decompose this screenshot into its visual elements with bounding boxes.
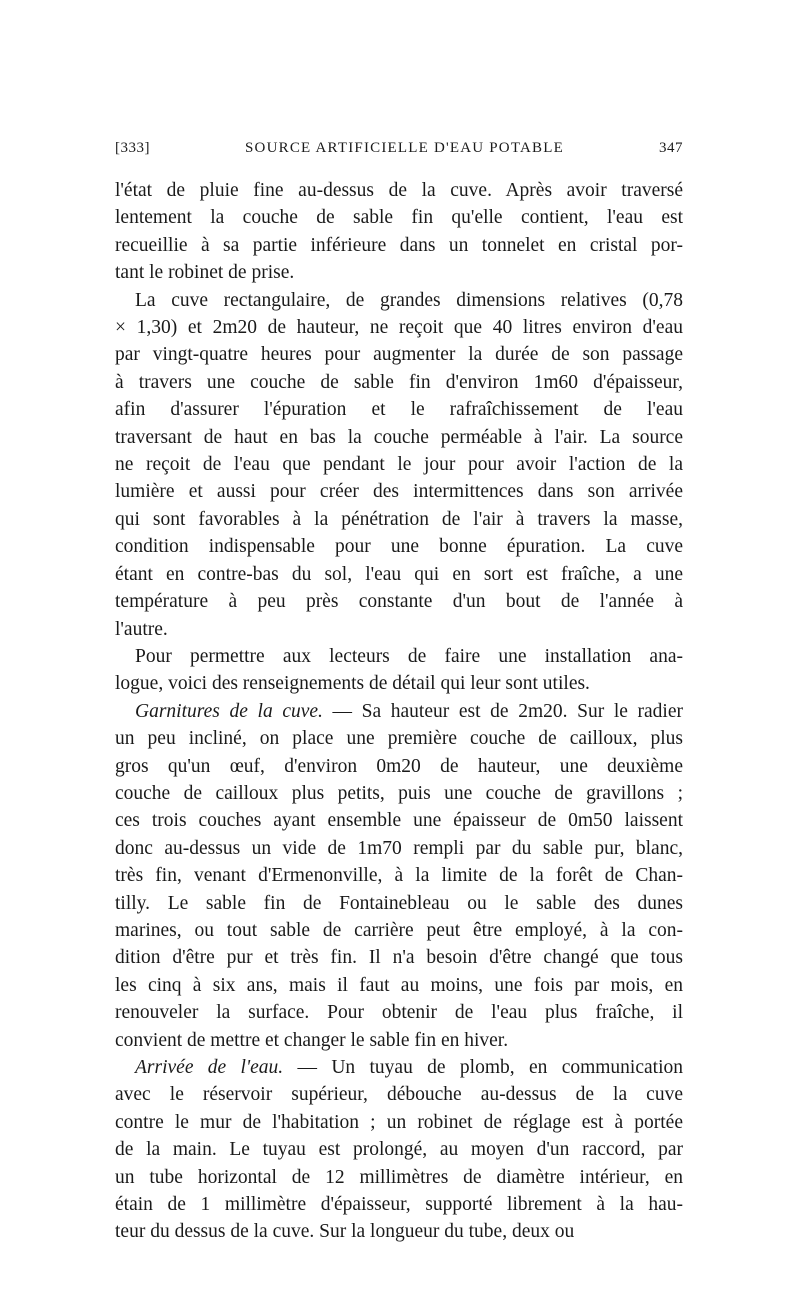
text-line	[115, 1109, 683, 1136]
italic-lead: Garnitures de la cuve.	[135, 700, 323, 722]
line-text: qui sont favorables à la pénétration de l'air à travers la masse,	[115, 508, 683, 530]
line-text: convient de mettre et changer le sable fin en hiver.	[115, 1029, 509, 1051]
line-text: tant le robinet de prise.	[115, 262, 295, 284]
line-text: afin d'assurer l'épuration et le rafraîchissement de l'eau	[115, 399, 683, 421]
text-line	[115, 643, 683, 670]
line-text: par vingt-quatre heures pour augmenter la durée de son passage	[115, 344, 683, 366]
line-text: teur du dessus de la cuve. Sur la longueur du tube, deux ou	[115, 1221, 575, 1243]
line-text: gros qu'un œuf, d'environ 0m20 de hauteur, une deuxième	[115, 755, 683, 777]
body-text	[115, 177, 683, 1246]
text-line	[115, 588, 683, 615]
line-text: température à peu près constante d'un bout de l'année à	[115, 591, 683, 613]
line-text: étant en contre-bas du sol, l'eau qui en sort est fraîche, a une	[115, 563, 683, 585]
text-line	[115, 506, 683, 533]
text-line	[115, 177, 683, 204]
text-line	[115, 807, 683, 834]
text-line	[115, 698, 683, 725]
text-line	[115, 287, 683, 314]
line-text: donc au-dessus un vide de 1m70 rempli par du sable pur, blanc,	[115, 837, 683, 859]
line-text: lentement la couche de sable fin qu'elle contient, l'eau est	[115, 207, 683, 229]
line-text: lumière et aussi pour créer des intermittences dans son arrivée	[115, 481, 683, 503]
line-text: à travers une couche de sable fin d'environ 1m60 d'épaisseur,	[115, 371, 683, 393]
running-title: SOURCE ARTIFICIELLE D'EAU POTABLE	[245, 140, 564, 156]
text-line	[115, 835, 683, 862]
line-text: étain de 1 millimètre d'épaisseur, supporté librement à la hau-	[115, 1194, 683, 1216]
paragraph	[115, 287, 683, 643]
text-line	[115, 862, 683, 889]
paragraph	[115, 643, 683, 698]
line-text: renouveler la surface. Pour obtenir de l'eau plus fraîche, il	[115, 1002, 683, 1024]
text-line	[115, 314, 683, 341]
text-line	[115, 725, 683, 752]
paragraph	[115, 698, 683, 1054]
section-number: [333]	[115, 140, 150, 156]
text-line	[115, 999, 683, 1026]
text-line	[115, 451, 683, 478]
text-line	[115, 917, 683, 944]
text-line	[115, 753, 683, 780]
italic-lead: Arrivée de l'eau.	[135, 1057, 284, 1078]
line-text: les cinq à six ans, mais il faut au moins, une fois par mois, en	[115, 974, 683, 996]
paragraph	[115, 177, 683, 287]
line-text: Pour permettre aux lecteurs de faire une installation ana-	[135, 645, 683, 667]
text-line	[115, 259, 683, 286]
page-number: 347	[658, 140, 683, 156]
line-text: dition d'être pur et très fin. Il n'a besoin d'être changé que tous	[115, 947, 683, 969]
line-text: l'autre.	[115, 618, 168, 640]
line-text: très fin, venant d'Ermenonville, à la limite de la forêt de Chan-	[115, 865, 683, 887]
text-line	[115, 341, 683, 368]
text-line	[115, 478, 683, 505]
line-text: La cuve rectangulaire, de grandes dimensions relatives (0,78	[135, 289, 683, 311]
text-line	[115, 1081, 683, 1108]
line-text: couche de cailloux plus petits, puis une couche de gravillons ;	[115, 782, 683, 804]
text-line	[115, 1164, 683, 1191]
line-text: un tube horizontal de 12 millimètres de diamètre intérieur, en	[115, 1166, 683, 1188]
text-line	[115, 533, 683, 560]
line-text: ces trois couches ayant ensemble une épaisseur de 0m50 laissent	[115, 810, 683, 832]
text-line	[115, 972, 683, 999]
text-line	[115, 424, 683, 451]
line-text: — Sa hauteur est de 2m20. Sur le radier	[322, 700, 683, 722]
text-line	[115, 1054, 683, 1081]
book-page	[115, 140, 683, 1246]
line-text: un peu incliné, on place une première couche de cailloux, plus	[115, 728, 683, 750]
paragraph	[115, 1054, 683, 1246]
text-line	[115, 1218, 683, 1245]
line-text: ne reçoit de l'eau que pendant le jour pour avoir l'action de la	[115, 454, 683, 476]
line-text: de la main. Le tuyau est prolongé, au moyen d'un raccord, par	[115, 1139, 683, 1161]
text-line	[115, 369, 683, 396]
text-line	[115, 1136, 683, 1163]
text-line	[115, 616, 683, 643]
text-line	[115, 890, 683, 917]
text-line	[115, 1191, 683, 1218]
line-text: marines, ou tout sable de carrière peut être employé, à la con-	[115, 919, 683, 941]
text-line	[115, 204, 683, 231]
line-text: recueillie à sa partie inférieure dans un tonnelet en cristal por-	[115, 234, 683, 256]
line-text: contre le mur de l'habitation ; un robinet de réglage est à portée	[115, 1111, 683, 1133]
running-header	[115, 140, 683, 157]
text-line	[115, 780, 683, 807]
text-line	[115, 232, 683, 259]
line-text: × 1,30) et 2m20 de hauteur, ne reçoit que 40 litres environ d'eau	[115, 317, 683, 339]
text-line	[115, 944, 683, 971]
line-text: tilly. Le sable fin de Fontainebleau ou le sable des dunes	[115, 892, 683, 914]
text-line	[115, 670, 683, 697]
line-text: logue, voici des renseignements de détail qui leur sont utiles.	[115, 673, 590, 695]
line-text: traversant de haut en bas la couche perméable à l'air. La source	[115, 426, 683, 448]
text-line	[115, 396, 683, 423]
line-text: avec le réservoir supérieur, débouche au-dessus de la cuve	[115, 1084, 683, 1106]
line-text: condition indispensable pour une bonne épuration. La cuve	[115, 536, 683, 558]
text-line	[115, 1027, 683, 1054]
line-text: — Un tuyau de plomb, en communication	[283, 1057, 683, 1078]
line-text: l'état de pluie fine au-dessus de la cuve. Après avoir traversé	[115, 180, 683, 201]
text-line	[115, 561, 683, 588]
